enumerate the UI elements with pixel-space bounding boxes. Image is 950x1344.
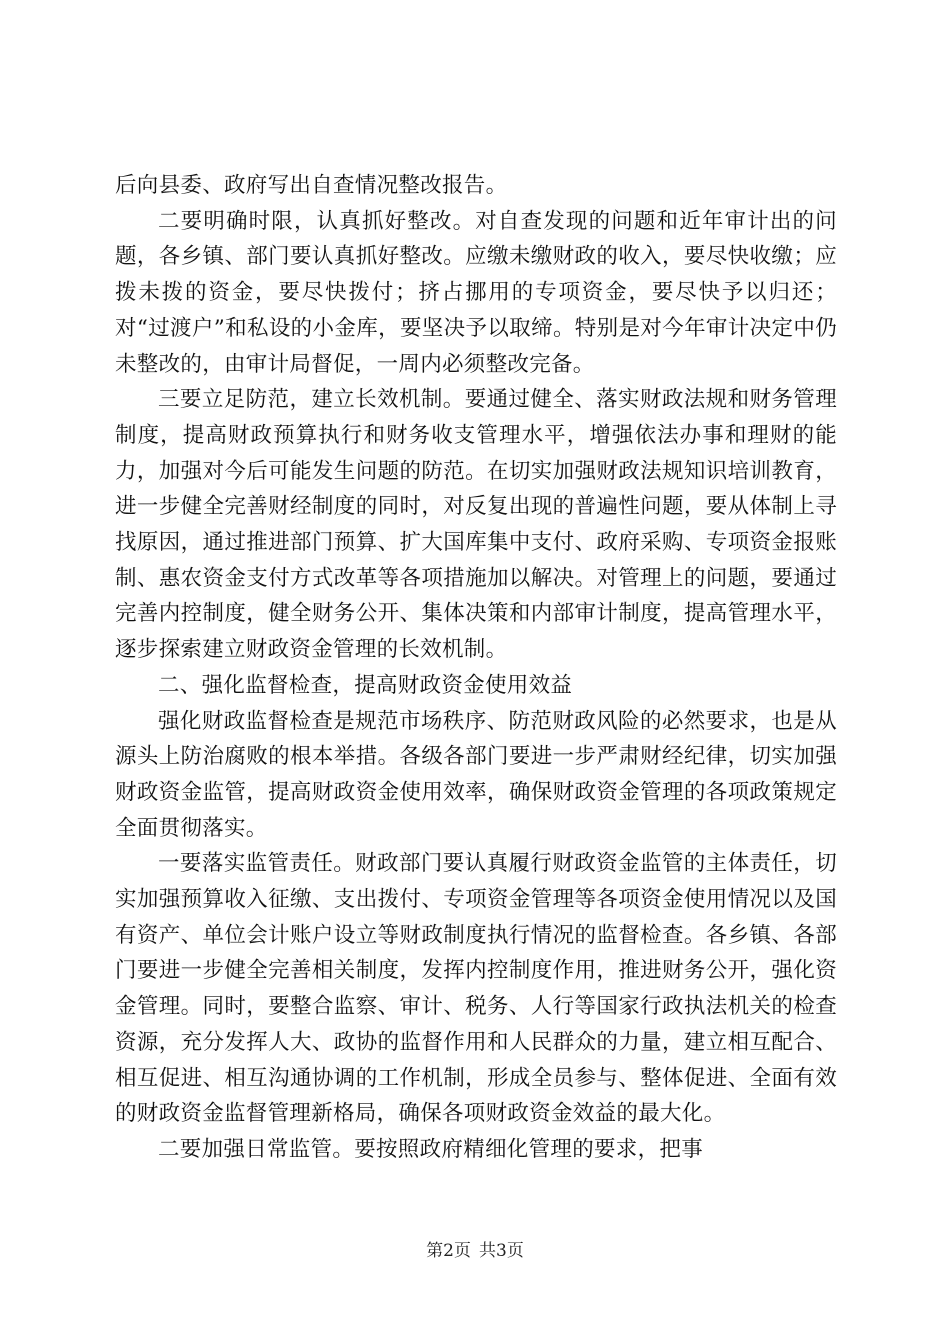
- paragraph-3: 三要立足防范，建立长效机制。要通过健全、落实财政法规和财务管理制度，提高财政预算执行和财务收支管理水平，增强依法办事和理财的能力，加强对今后可能发生问题的防范。在切实加强财政法规知识培训教育，进一步健全完善财经制度的同时，对反复出现的普遍性问题，要从体制上寻找原因，通过推进部门预算、扩大国库集中支付、政府采购、专项资金报账制、惠农资金支付方式改革等各项措施加以解决。对管理上的问题，要通过完善内控制度，健全财务公开、集体决策和内部审计制度，提高管理水平，逐步探索建立财政资金管理的长效机制。: [115, 387, 837, 663]
- document-body: [115, 168, 837, 1168]
- paragraph-6: 一要落实监管责任。财政部门要认真履行财政资金监管的主体责任，切实加强预算收入征缴、支出拨付、专项资金管理等各项资金使用情况以及国有资产、单位会计账户设立等财政制度执行情况的监督检查。各乡镇、各部门要进一步健全完善相关制度，发挥内控制度作用，推进财务公开，强化资金管理。同时，要整合监察、审计、税务、人行等国家行政执法机关的检查资源，充分发挥人大、政协的监督作用和人民群众的力量，建立相互配合、相互促进、相互沟通协调的工作机制，形成全员参与、整体促进、全面有效的财政资金监督管理新格局，确保各项财政资金效益的最大化。: [115, 851, 837, 1127]
- paragraph-7: 二要加强日常监管。要按照政府精细化管理的要求，把事: [158, 1136, 704, 1162]
- section-heading: 二、强化监督检查，提高财政资金使用效益: [158, 672, 573, 698]
- paragraph-2: 二要明确时限，认真抓好整改。对自查发现的问题和近年审计出的问题，各乡镇、部门要认真抓好整改。应缴未缴财政的收入，要尽快收缴；应拨未拨的资金，要尽快拨付；挤占挪用的专项资金，要尽快予以归还；对“过渡户”和私设的小金库，要坚决予以取缔。特别是对今年审计决定中仍未整改的，由审计局督促，一周内必须整改完备。: [115, 208, 837, 377]
- page-total: 共3页: [479, 1241, 524, 1261]
- paragraph-5: 强化财政监督检查是规范市场秩序、防范财政风险的必然要求，也是从源头上防治腐败的根本举措。各级各部门要进一步严肃财经纪律，切实加强财政资金监管，提高财政资金使用效率，确保财政资金管理的各项政策规定全面贯彻落实。: [115, 708, 837, 841]
- page-number: 第2页: [426, 1241, 471, 1261]
- page-footer: [0, 1240, 950, 1262]
- paragraph-1: 后向县委、政府写出自查情况整改报告。: [115, 173, 508, 198]
